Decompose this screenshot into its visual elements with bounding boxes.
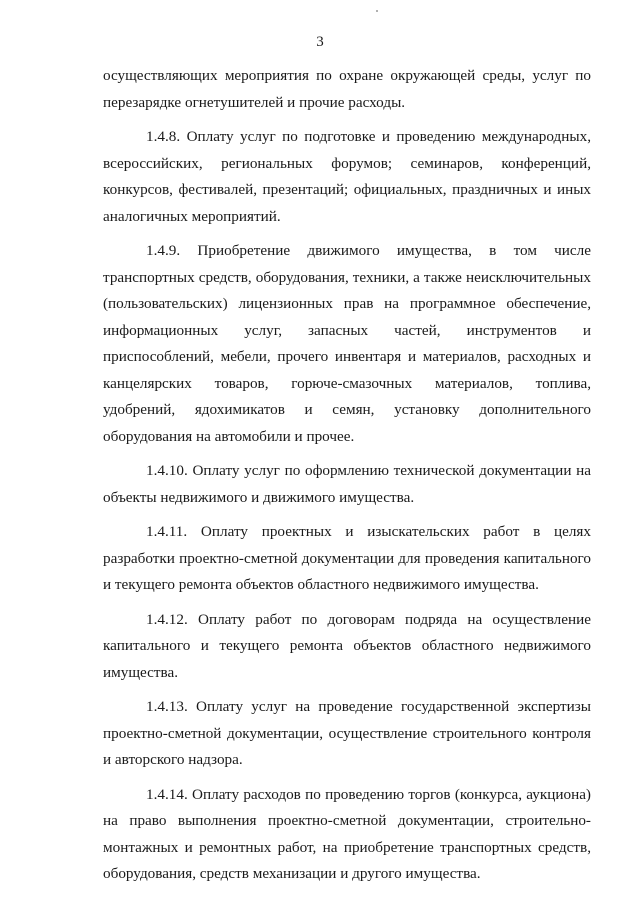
paragraph-1-4-11: 1.4.11. Оплату проектных и изыскательских работ в целях разработки проектно-сметной документации для проведения капитального и текущего ремонта объектов областного недвижимого имущества. bbox=[103, 523, 591, 593]
paragraph-1-4-8: 1.4.8. Оплату услуг по подготовке и проведению международных, всероссийских, региональных форумов; семинаров, конференций, конкурсов, фестивалей, презентаций; официальных, праздничных и иных аналогичных мероприятий. bbox=[103, 128, 591, 225]
page-number: 3 bbox=[316, 34, 324, 50]
document-body bbox=[103, 63, 591, 888]
paragraph-1-4-9: 1.4.9. Приобретение движимого имущества, в том числе транспортных средств, оборудования, техники, а также неисключительных (пользовательских) лицензионных прав на программное обеспечение, информационных услуг, запасных частей, инструментов и приспособлений, мебели, прочего инвентаря и материалов, расходных и канцелярских товаров, горюче-смазочных материалов, топлива, удобрений, ядохимикатов и семян, установку дополнительного оборудования на автомобили и прочее. bbox=[103, 242, 591, 445]
paragraph-1-4-12: 1.4.12. Оплату работ по договорам подряда на осуществление капитального и текущего ремонта объектов областного недвижимого имущества. bbox=[103, 610, 591, 681]
paragraph-1-4-14: 1.4.14. Оплату расходов по проведению торгов (конкурса, аукциона) на право выполнения проектно-сметной документации, строительно-монтажных и ремонтных работ, на приобретение транспортных средств, оборудования, средств механизации и другого имущества. bbox=[103, 785, 591, 882]
paragraph-1-4-13: 1.4.13. Оплату услуг на проведение государственной экспертизы проектно-сметной документации, осуществление строительного контроля и авторского надзора. bbox=[103, 698, 591, 768]
paragraph-continuation: осуществляющих мероприятия по охране окружающей среды, услуг по перезарядке огнетушителей и прочие расходы. bbox=[103, 67, 591, 111]
paragraph-1-4-10: 1.4.10. Оплату услуг по оформлению технической документации на объекты недвижимого и движимого имущества. bbox=[103, 462, 591, 506]
scan-speck bbox=[376, 10, 378, 12]
